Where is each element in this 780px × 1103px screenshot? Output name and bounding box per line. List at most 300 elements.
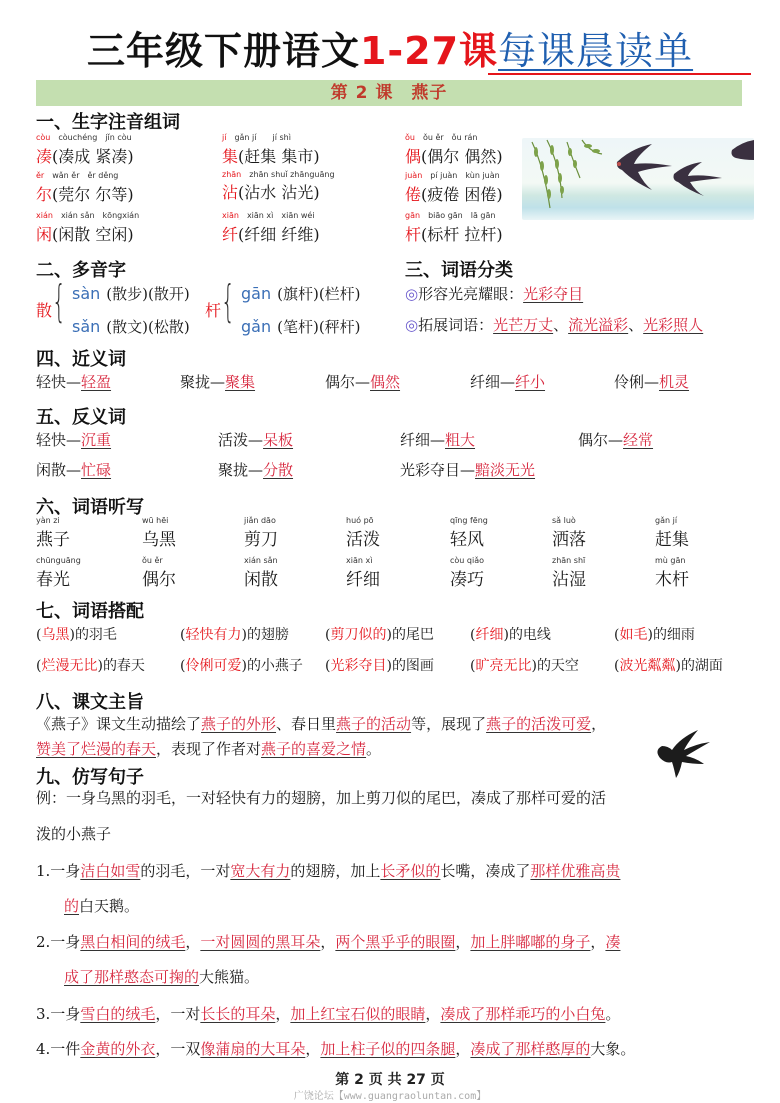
answer-text: 凑成了那样乖巧的小白兔 — [440, 1005, 606, 1023]
synonym-pair — [470, 371, 545, 392]
char-pinyin: xiān — [222, 211, 239, 220]
answer-text: 燕子的活泼可爱 — [486, 715, 592, 733]
synonym-pair — [614, 371, 689, 392]
dictation-word: 闲散 — [244, 570, 278, 590]
collocation-answer: 烂漫无比 — [41, 658, 98, 674]
collocation-noun: 的翅膀 — [246, 627, 289, 643]
plain-text: ， — [425, 1005, 441, 1023]
antonym-answer: 经常 — [623, 431, 654, 449]
plain-text: 2.一身 — [36, 933, 81, 951]
polyphonic-char: 散 — [36, 301, 53, 320]
pinyin-line — [222, 132, 320, 143]
paren-close: ) — [97, 658, 103, 674]
answer-text: 加上柱子似的四条腿 — [320, 1040, 456, 1058]
new-character: 闲 — [36, 225, 53, 244]
sentence-line — [64, 966, 259, 987]
dictation-word: 活泼 — [346, 530, 380, 550]
page-number: 第 2 页 共 27 页 — [335, 1072, 445, 1088]
dictation-item — [552, 556, 586, 590]
answer-text: 像蒲扇的大耳朵 — [200, 1040, 306, 1058]
character-entry — [36, 170, 134, 205]
antonym-pair — [36, 429, 111, 450]
plain-text: ， — [320, 933, 336, 951]
antonym-pair — [578, 429, 653, 450]
plain-text: 。 — [366, 740, 382, 758]
dictation-item — [655, 556, 689, 590]
dictation-item — [346, 556, 380, 590]
bullet-icon: ◎ — [405, 285, 419, 303]
reading-pinyin: gǎn — [241, 317, 272, 336]
source-word: 聚拢— — [180, 373, 226, 391]
new-character: 倦 — [405, 185, 422, 204]
answer-text: 加上红宝石似的眼睛 — [290, 1005, 426, 1023]
word-pinyin: mù gān — [655, 556, 686, 565]
answer-word: 流光溢彩 — [568, 316, 629, 334]
classification-row — [405, 314, 703, 335]
title-range: 1-27课 — [359, 29, 499, 73]
dictation-item — [244, 516, 278, 550]
char-pinyin: zhān — [222, 170, 242, 179]
word-pinyin: sǎ luò — [552, 516, 576, 525]
words-pinyin: biāo gān lā gān — [428, 211, 496, 220]
word-line — [222, 180, 335, 203]
collocation-item — [180, 655, 303, 675]
dictation-item — [36, 516, 70, 550]
dictation-item — [655, 516, 689, 550]
collocation-item — [614, 624, 695, 644]
words-pinyin: pí juàn kùn juàn — [430, 171, 500, 180]
paren-open: ( — [325, 627, 331, 643]
collocation-item — [36, 655, 145, 675]
collocation-noun: 的羽毛 — [74, 627, 117, 643]
dictation-word: 乌黑 — [142, 530, 176, 550]
paren-close: ) — [386, 627, 392, 643]
char-pinyin: juàn — [405, 171, 423, 180]
synonym-pair — [325, 371, 400, 392]
collocation-item — [470, 655, 579, 675]
paren-close: ) — [241, 627, 247, 643]
antonym-pair — [36, 459, 111, 480]
collocation-answer: 轻快有力 — [185, 627, 242, 643]
char-pinyin: ǒu — [405, 133, 415, 142]
pinyin-line — [405, 132, 503, 143]
answer-text: 一对圆圆的黑耳朵 — [200, 933, 321, 951]
answer-text: 两个黑乎乎的眼圈 — [335, 933, 456, 951]
paren-open: ( — [36, 658, 42, 674]
answer-text: 燕子的活动 — [336, 715, 412, 733]
collocation-item — [180, 624, 289, 644]
dictation-word: 赶集 — [655, 530, 689, 550]
paren-close: ) — [531, 658, 537, 674]
title-grade: 三年级下册语文 — [86, 29, 360, 73]
lesson-banner: 第 2 课 燕子 — [36, 80, 742, 106]
collocation-answer: 纤细 — [475, 627, 504, 643]
plain-text: 白天鹅。 — [79, 897, 140, 915]
source-word: 聚拢— — [218, 461, 264, 479]
dictation-word: 凑巧 — [450, 570, 484, 590]
answer-word: 光彩夺目 — [523, 285, 584, 303]
reading-words: (旗杆)(栏杆) — [277, 285, 361, 303]
plain-text: 等，展现了 — [411, 715, 487, 733]
sentence-line — [36, 931, 620, 952]
title-decor-line — [488, 73, 751, 75]
plain-text: 3.一身 — [36, 1005, 81, 1023]
collocation-item — [614, 655, 723, 675]
word-pinyin: qīng fēng — [450, 516, 488, 525]
paren-open: ( — [180, 658, 186, 674]
answer-text: 成了那样憨态可掬的 — [64, 968, 200, 986]
sentence-line — [36, 860, 620, 881]
word-line — [405, 182, 503, 205]
antonym-pair — [400, 459, 535, 480]
word-line — [222, 222, 320, 245]
synonym-answer: 偶然 — [370, 373, 401, 391]
answer-text: 凑 — [605, 933, 621, 951]
answer-text: 长矛似的 — [380, 862, 441, 880]
answer-text: 洁白如雪 — [80, 862, 141, 880]
section-heading: 七、词语搭配 — [36, 601, 144, 622]
row-label: 拓展词语： — [418, 316, 494, 334]
compound-words: (纤细 纤维) — [238, 225, 320, 244]
brace: { — [52, 276, 66, 327]
source-word: 活泼— — [218, 431, 264, 449]
word-line — [36, 182, 134, 205]
word-pinyin: huó pō — [346, 516, 374, 525]
antonym-answer: 粗大 — [445, 431, 476, 449]
answer-text: 那样优雅高贵 — [530, 862, 621, 880]
collocation-item — [325, 624, 434, 644]
word-line — [36, 144, 134, 167]
row-label: 形容光亮耀眼： — [418, 285, 524, 303]
section-heading: 三、词语分类 — [405, 260, 513, 281]
paren-open: ( — [180, 627, 186, 643]
section-heading: 八、课文主旨 — [36, 692, 144, 713]
answer-text: 金黄的外衣 — [80, 1040, 156, 1058]
reading-words: (散文)(松散) — [106, 318, 190, 336]
word-pinyin: yàn zi — [36, 516, 60, 525]
pinyin-line — [36, 210, 139, 221]
pinyin-line — [222, 210, 320, 221]
char-pinyin: ěr — [36, 171, 45, 180]
title-sheet: 每课晨读单 — [498, 29, 694, 73]
synonym-pair — [180, 371, 255, 392]
char-pinyin: còu — [36, 133, 51, 142]
words-pinyin: ǒu ěr ǒu rán — [422, 133, 478, 142]
antonym-pair — [400, 429, 475, 450]
collocation-noun: 的湖面 — [680, 658, 723, 674]
section-heading: 九、仿写句子 — [36, 767, 144, 788]
paren-close: ) — [675, 658, 681, 674]
char-pinyin: xián — [36, 211, 53, 220]
swallows-illustration — [522, 138, 754, 220]
reading-pinyin: gān — [241, 284, 272, 303]
plain-text: ，一双 — [155, 1040, 201, 1058]
dictation-item — [450, 556, 484, 590]
reading-line — [241, 316, 361, 337]
compound-words: (沾水 沾光) — [238, 183, 320, 202]
sentence-line — [64, 895, 139, 916]
new-character: 杆 — [405, 225, 422, 244]
plain-text: ， — [590, 933, 606, 951]
collocation-noun: 的小燕子 — [246, 658, 303, 674]
antonym-answer: 黯淡无光 — [475, 461, 536, 479]
plain-text: ， — [185, 933, 201, 951]
word-pinyin: jiǎn dāo — [244, 516, 276, 525]
paren-open: ( — [470, 658, 476, 674]
synonym-answer: 纤小 — [515, 373, 546, 391]
plain-text: 长嘴，凑成了 — [440, 862, 531, 880]
paren-close: ) — [503, 627, 509, 643]
plain-text: 4.一件 — [36, 1040, 81, 1058]
dictation-item — [142, 516, 176, 550]
paren-open: ( — [614, 627, 620, 643]
dictation-word: 轻风 — [450, 530, 484, 550]
compound-words: (偶尔 偶然) — [421, 147, 503, 166]
words-pinyin: wǎn ěr ěr děng — [52, 171, 119, 180]
collocation-noun: 的电线 — [508, 627, 551, 643]
dictation-word: 纤细 — [346, 570, 380, 590]
source-word: 纤细— — [470, 373, 516, 391]
synonym-answer: 聚集 — [225, 373, 256, 391]
section-heading: 四、近义词 — [36, 349, 126, 370]
section-heading: 一、生字注音组词 — [36, 112, 180, 133]
collocation-answer: 伶俐可爱 — [185, 658, 242, 674]
plain-text: ，表现了作者对 — [156, 740, 262, 758]
plain-text: 1.一身 — [36, 862, 81, 880]
reading-line — [72, 283, 190, 304]
paren-open: ( — [325, 658, 331, 674]
collocation-noun: 的春天 — [102, 658, 145, 674]
collocation-item — [470, 624, 551, 644]
source-word: 轻快— — [36, 431, 82, 449]
collocation-noun: 的天空 — [536, 658, 579, 674]
collocation-noun: 的细雨 — [652, 627, 695, 643]
swallow-silhouette-icon — [652, 728, 712, 780]
character-entry — [222, 210, 320, 245]
new-character: 纤 — [222, 225, 239, 244]
dictation-word: 偶尔 — [142, 570, 176, 590]
source-word: 纤细— — [400, 431, 446, 449]
character-entry — [405, 170, 503, 205]
document-title — [0, 20, 780, 75]
character-entry — [222, 170, 335, 203]
character-entry — [222, 132, 320, 167]
collocation-answer: 光彩夺目 — [330, 658, 387, 674]
words-pinyin: còuchéng jǐn còu — [58, 133, 132, 142]
dictation-word: 沾湿 — [552, 570, 586, 590]
new-character: 尔 — [36, 185, 53, 204]
answer-text: 燕子的外形 — [201, 715, 277, 733]
source-word: 轻快— — [36, 373, 82, 391]
antonym-pair — [218, 429, 293, 450]
plain-text: ， — [455, 1040, 471, 1058]
swallow-icon — [522, 138, 754, 220]
paren-open: ( — [36, 627, 42, 643]
section-heading: 六、词语听写 — [36, 497, 144, 518]
new-character: 集 — [222, 147, 239, 166]
reading-words: (笔杆)(秤杆) — [277, 318, 361, 336]
reading-line — [241, 283, 361, 304]
paren-open: ( — [614, 658, 620, 674]
dictation-item — [36, 556, 81, 590]
word-pinyin: xián sǎn — [244, 556, 278, 565]
answer-text: 黑白相间的绒毛 — [80, 933, 186, 951]
compound-words: (标杆 拉杆) — [421, 225, 503, 244]
antonym-pair — [218, 459, 293, 480]
char-pinyin: gān — [405, 211, 421, 220]
pinyin-line — [36, 132, 134, 143]
reading-pinyin: sàn — [72, 284, 101, 303]
plain-text: ，一对 — [155, 1005, 201, 1023]
compound-words: (闲散 空闲) — [52, 225, 134, 244]
word-line — [36, 222, 139, 245]
plain-text: 。 — [605, 1005, 621, 1023]
brace: { — [221, 276, 235, 327]
synonym-answer: 轻盈 — [81, 373, 112, 391]
source-word: 偶尔— — [325, 373, 371, 391]
paren-close: ) — [69, 627, 75, 643]
plain-text: 《燕子》课文生动描绘了 — [36, 715, 202, 733]
plain-text: 大象。 — [590, 1040, 636, 1058]
word-pinyin: xiān xì — [346, 556, 373, 565]
char-pinyin: jí — [222, 133, 227, 142]
answer-text: 赞美了烂漫的春天 — [36, 740, 157, 758]
pinyin-line — [405, 210, 503, 221]
collocation-answer: 波光粼粼 — [619, 658, 676, 674]
source-word: 伶俐— — [614, 373, 660, 391]
words-pinyin: gǎn jí jí shì — [234, 133, 291, 142]
character-entry — [405, 132, 503, 167]
plain-text: ， — [275, 1005, 291, 1023]
word-line — [405, 144, 503, 167]
paren-close: ) — [386, 658, 392, 674]
sentence-line — [36, 1003, 620, 1024]
word-pinyin: ǒu ěr — [142, 556, 163, 565]
new-character: 凑 — [36, 147, 53, 166]
antonym-answer: 沉重 — [81, 431, 112, 449]
reading-pinyin: sǎn — [72, 317, 101, 336]
plain-text: ， — [591, 715, 607, 733]
pinyin-line — [405, 170, 503, 181]
example-line: 例：一身乌黑的羽毛，一对轻快有力的翅膀，加上剪刀似的尾巴，凑成了那样可爱的活 — [36, 789, 607, 807]
antonym-answer: 呆板 — [263, 431, 294, 449]
dictation-item — [450, 516, 488, 550]
separator: 、 — [553, 316, 569, 334]
source-word: 闲散— — [36, 461, 82, 479]
dictation-item — [142, 556, 176, 590]
answer-text: 加上胖嘟嘟的身子 — [470, 933, 591, 951]
answer-text: 凑成了那样憨厚的 — [470, 1040, 591, 1058]
words-pinyin: zhān shuǐ zhānguāng — [249, 170, 335, 179]
word-pinyin: gǎn jí — [655, 516, 678, 525]
main-idea-line — [36, 738, 381, 759]
section-heading: 二、多音字 — [36, 260, 126, 281]
dictation-word: 洒落 — [552, 530, 586, 550]
antonym-answer: 分散 — [263, 461, 294, 479]
word-pinyin: zhān shī — [552, 556, 586, 565]
example-line: 泼的小燕子 — [36, 825, 112, 843]
collocation-item — [36, 624, 117, 644]
synonym-answer: 机灵 — [659, 373, 690, 391]
collocation-item — [325, 655, 434, 675]
sentence-line — [36, 1038, 635, 1059]
main-idea-line — [36, 713, 606, 734]
compound-words: (赶集 集市) — [238, 147, 320, 166]
dictation-word: 木杆 — [655, 570, 689, 590]
word-pinyin: chūnguāng — [36, 556, 81, 565]
plain-text: 大熊猫。 — [199, 968, 260, 986]
synonym-pair — [36, 371, 111, 392]
character-entry — [36, 210, 139, 245]
collocation-answer: 乌黑 — [41, 627, 70, 643]
plain-text: ， — [455, 933, 471, 951]
black-swallow-image — [652, 728, 712, 784]
dictation-item — [244, 556, 278, 590]
compound-words: (莞尔 尔等) — [52, 185, 134, 204]
collocation-answer: 旷亮无比 — [475, 658, 532, 674]
dictation-item — [552, 516, 586, 550]
new-character: 沾 — [222, 183, 239, 202]
compound-words: (疲倦 困倦) — [421, 185, 503, 204]
separator: 、 — [628, 316, 644, 334]
character-entry — [405, 210, 503, 245]
polyphonic-char: 杆 — [205, 301, 222, 320]
collocation-answer: 剪刀似的 — [330, 627, 387, 643]
answer-text: 宽大有力 — [230, 862, 291, 880]
source-word: 偶尔— — [578, 431, 624, 449]
new-character: 偶 — [405, 147, 422, 166]
dictation-word: 春光 — [36, 570, 70, 590]
collocation-noun: 的尾巴 — [391, 627, 434, 643]
paren-close: ) — [241, 658, 247, 674]
collocation-answer: 如毛 — [619, 627, 648, 643]
dictation-word: 燕子 — [36, 530, 70, 550]
plain-text: 的翅膀，加上 — [290, 862, 381, 880]
paren-open: ( — [470, 627, 476, 643]
paren-close: ) — [647, 627, 653, 643]
reading-line — [72, 316, 190, 337]
answer-word: 光芒万丈 — [493, 316, 554, 334]
words-pinyin: xián sǎn kōngxián — [60, 211, 140, 220]
section-heading: 五、反义词 — [36, 407, 126, 428]
word-line — [222, 144, 320, 167]
dictation-item — [346, 516, 380, 550]
plain-text: 、春日里 — [276, 715, 337, 733]
antonym-answer: 忙碌 — [81, 461, 112, 479]
classification-row — [405, 283, 583, 304]
compound-words: (凑成 紧凑) — [52, 147, 134, 166]
bullet-icon: ◎ — [405, 316, 419, 334]
word-line — [405, 222, 503, 245]
collocation-noun: 的图画 — [391, 658, 434, 674]
pinyin-line — [222, 170, 335, 179]
word-pinyin: còu qiǎo — [450, 556, 485, 565]
answer-word: 光彩照人 — [643, 316, 704, 334]
source-word: 光彩夺目— — [400, 461, 476, 479]
reading-words: (散步)(散开) — [106, 285, 190, 303]
watermark-site: 广饶论坛【www.guangraoluntan.com】 — [293, 1091, 487, 1102]
pinyin-line — [36, 170, 134, 181]
word-pinyin: wū hēi — [142, 516, 169, 525]
plain-text: 的羽毛，一对 — [140, 862, 231, 880]
answer-text: 雪白的绒毛 — [80, 1005, 156, 1023]
character-entry — [36, 132, 134, 167]
words-pinyin: xiān xì xiān wéi — [246, 211, 315, 220]
plain-text: ， — [305, 1040, 321, 1058]
dictation-word: 剪刀 — [244, 530, 278, 550]
answer-text: 的 — [64, 897, 80, 915]
answer-text: 燕子的喜爱之情 — [261, 740, 367, 758]
